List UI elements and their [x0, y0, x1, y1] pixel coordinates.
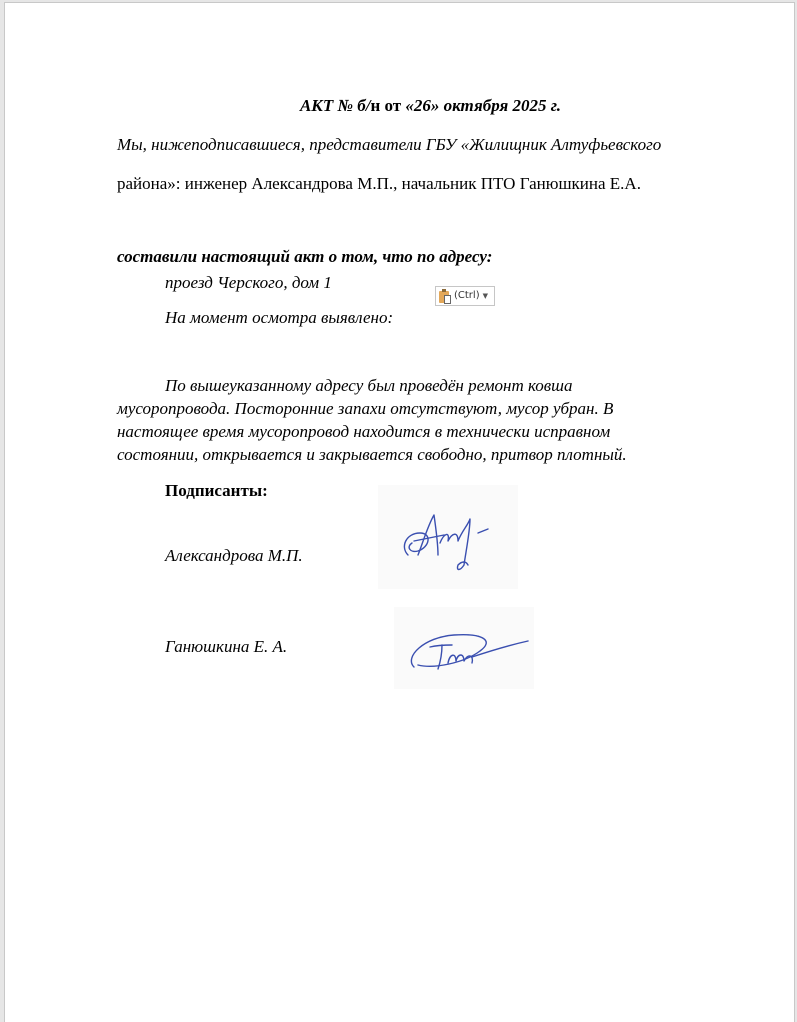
signer-name: Ганюшкина Е. А.	[165, 637, 288, 656]
signer-name: Александрова М.П.	[165, 546, 303, 565]
signature-image	[378, 485, 518, 589]
paragraph-line: состоянии, открывается и закрывается свободно, притвор плотный.	[117, 445, 627, 464]
findings-paragraph	[117, 374, 737, 466]
clipboard-paste-icon	[439, 289, 452, 304]
title-prefix: АКТ № б/	[299, 96, 371, 115]
signers-heading: Подписанты:	[165, 481, 268, 500]
signature-image	[394, 607, 534, 689]
intro-line-1: Мы, нижеподписавшиеся, представители ГБУ «Жилищник Алтуфьевского	[117, 135, 662, 154]
chevron-down-icon: ▼	[482, 292, 488, 300]
paragraph-line: мусоропровода. Посторонние запахи отсутствуют, мусор убран. В	[117, 399, 614, 418]
found-label: На момент осмотра выявлено:	[165, 308, 394, 327]
title-suffix: «26» октября 2025 г.	[401, 96, 562, 115]
paste-options-label: (Ctrl)	[454, 290, 480, 301]
paste-options-button[interactable]	[435, 286, 495, 306]
intro-line-2: района»: инженер Александрова М.П., начальник ПТО Ганюшкина Е.А.	[117, 174, 641, 193]
address-line: проезд Черского, дом 1	[165, 273, 332, 292]
document-page	[4, 2, 795, 1022]
paragraph-line: настоящее время мусоропровод находится в технически исправном	[117, 422, 611, 441]
paragraph-line: По вышеуказанному адресу был проведён ремонт ковша	[165, 376, 573, 395]
title-upright: н от	[370, 96, 402, 115]
document-title	[5, 96, 796, 116]
compose-line: составили настоящий акт о том, что по адресу:	[117, 247, 493, 266]
